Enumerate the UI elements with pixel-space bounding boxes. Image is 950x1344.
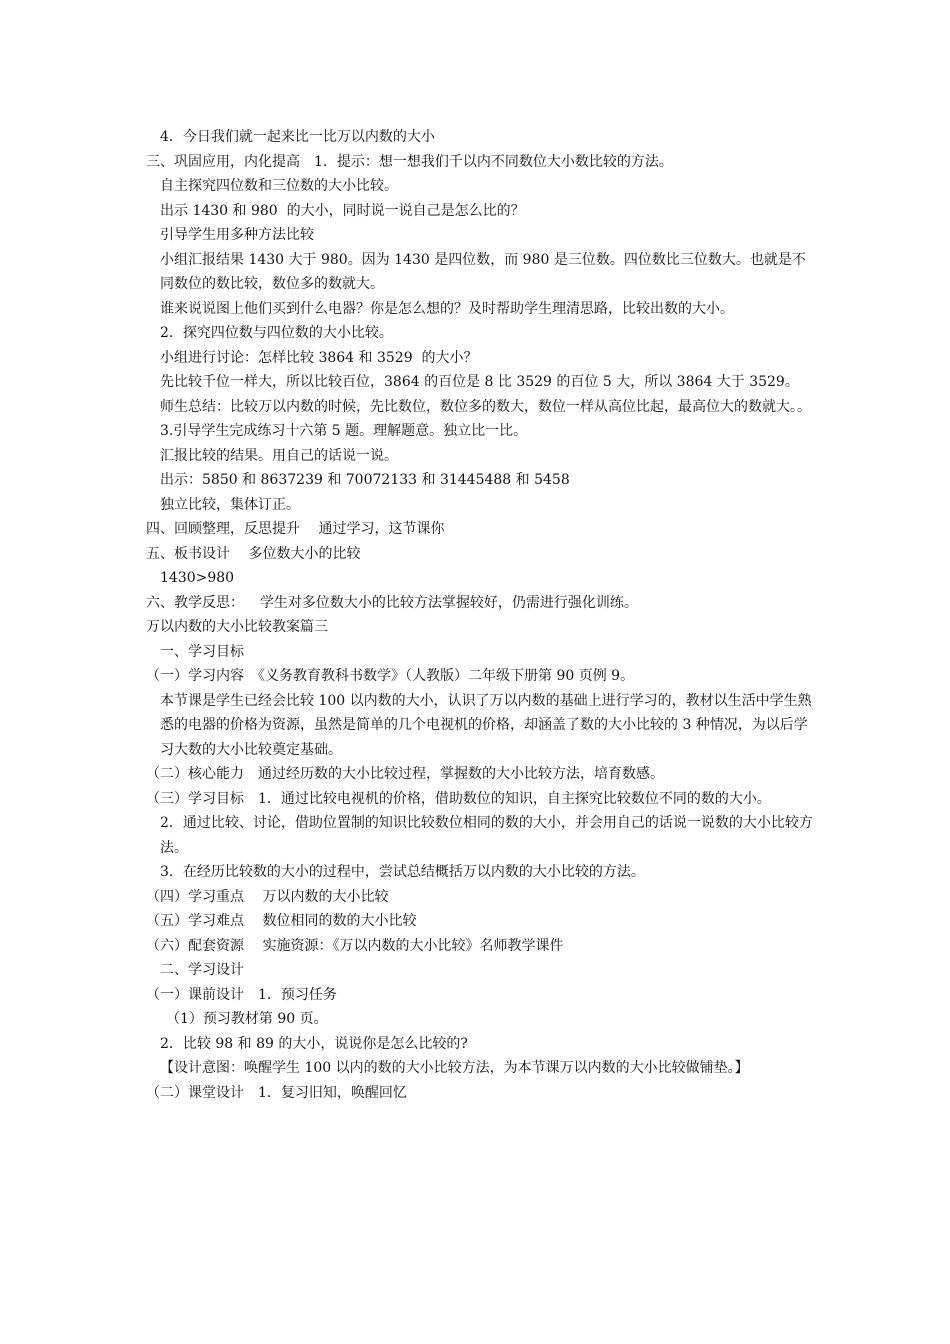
paragraph: （三）学习目标 1．通过比较电视机的价格，借助数位的知识，自主探究比较数位不同的数的大小。 — [146, 790, 771, 807]
paragraph: 2．探究四位数与四位数的大小比较。 — [160, 325, 393, 341]
paragraph: （四）学习重点 万以内数的大小比较 — [146, 888, 389, 905]
paragraph: 1430>980 — [160, 570, 235, 586]
paragraph: 2．通过比较、讨论，借助位置制的知识比较数位相同的数的大小，并会用自己的话说一说数的大小比较方法。 — [160, 815, 813, 856]
paragraph: （二）核心能力 通过经历数的大小比较过程，掌握数的大小比较方法，培育数感。 — [146, 766, 664, 782]
section-heading: 五、板书设计 多位数大小的比较 — [146, 545, 361, 562]
paragraph: 自主探究四位数和三位数的大小比较。 — [160, 178, 398, 194]
paragraph: （六）配套资源 实施资源：《万以内数的大小比较》名师教学课件 — [146, 937, 564, 954]
paragraph: 师生总结：比较万以内数的时候，先比数位，数位多的数大，数位一样从高位比起，最高位大的数就大。。 — [160, 398, 811, 415]
paragraph: 引导学生用多种方法比较 — [160, 227, 314, 243]
paragraph: （一）学习内容 《义务教育教科书数学》（人教版）二年级下册第 90 页例 9。 — [146, 668, 635, 684]
paragraph: 本节课是学生已经会比较 100 以内数的大小，认识了万以内数的基础上进行学习的，教材以生活中学生熟悉的电器的价格为资源，虽然是简单的几个电视机的价格，却涵盖了数的大小比较的 3 种情况，为以后学习大数的大小比较奠定基础。 — [160, 692, 812, 758]
paragraph: 小组汇报结果 1430 大于 980。因为 1430 是四位数，而 980 是三位数。四位数比三位数大。也就是不同数位的数比较，数位多的数就大。 — [160, 251, 806, 292]
document-body — [146, 125, 816, 1105]
document-title: 万以内数的大小比较教案篇三 — [146, 619, 328, 635]
paragraph: 汇报比较的结果。用自己的话说一说。 — [160, 447, 398, 464]
paragraph: 独立比较，集体订正。 — [160, 496, 300, 513]
paragraph: （五）学习难点 数位相同的数的大小比较 — [146, 913, 417, 929]
section-heading: 四、回顾整理，反思提升 通过学习，这节课你 — [146, 521, 445, 537]
paragraph: 【设计意图：唤醒学生 100 以内的数的大小比较方法，为本节课万以内数的大小比较做铺垫。】 — [160, 1060, 749, 1076]
paragraph: （1）预习教材第 90 页。 — [166, 1011, 328, 1027]
section-heading: 六、教学反思： 学生对多位数大小的比较方法掌握较好，仍需进行强化训练。 — [146, 594, 638, 611]
section-heading: 二、学习设计 — [160, 962, 244, 978]
paragraph: 2．比较 98 和 89 的大小，说说你是怎么比较的? — [160, 1035, 468, 1052]
paragraph: 谁来说说图上他们买到什么电器？你是怎么想的？及时帮助学生理清思路，比较出数的大小。 — [160, 300, 734, 317]
section-heading: 三、巩固应用，内化提高 1．提示：想一想我们千以内不同数位大小数比较的方法。 — [146, 153, 673, 170]
paragraph: （二）课堂设计 1．复习旧知，唤醒回忆 — [146, 1084, 407, 1101]
paragraph: 先比较千位一样大，所以比较百位，3864 的百位是 8 比 3529 的百位 5 大，所以 3864 大于 3529。 — [160, 374, 799, 390]
paragraph: 4．今日我们就一起来比一比万以内数的大小 — [160, 129, 435, 145]
paragraph: 3．在经历比较数的大小的过程中，尝试总结概括万以内数的大小比较的方法。 — [160, 864, 645, 880]
section-heading: 一、学习目标 — [160, 643, 244, 660]
paragraph: 出示 1430 和 980 的大小，同时说一说自己是怎么比的？ — [160, 202, 525, 219]
paragraph: （一）课前设计 1．预习任务 — [146, 986, 337, 1003]
paragraph: 出示：5850 和 8637239 和 70072133 和 31445488 和 5458 — [160, 472, 570, 488]
paragraph: 3.引导学生完成练习十六第 5 题。理解题意。独立比一比。 — [160, 423, 528, 439]
paragraph: 小组进行讨论：怎样比较 3864 和 3529 的大小？ — [160, 349, 478, 366]
